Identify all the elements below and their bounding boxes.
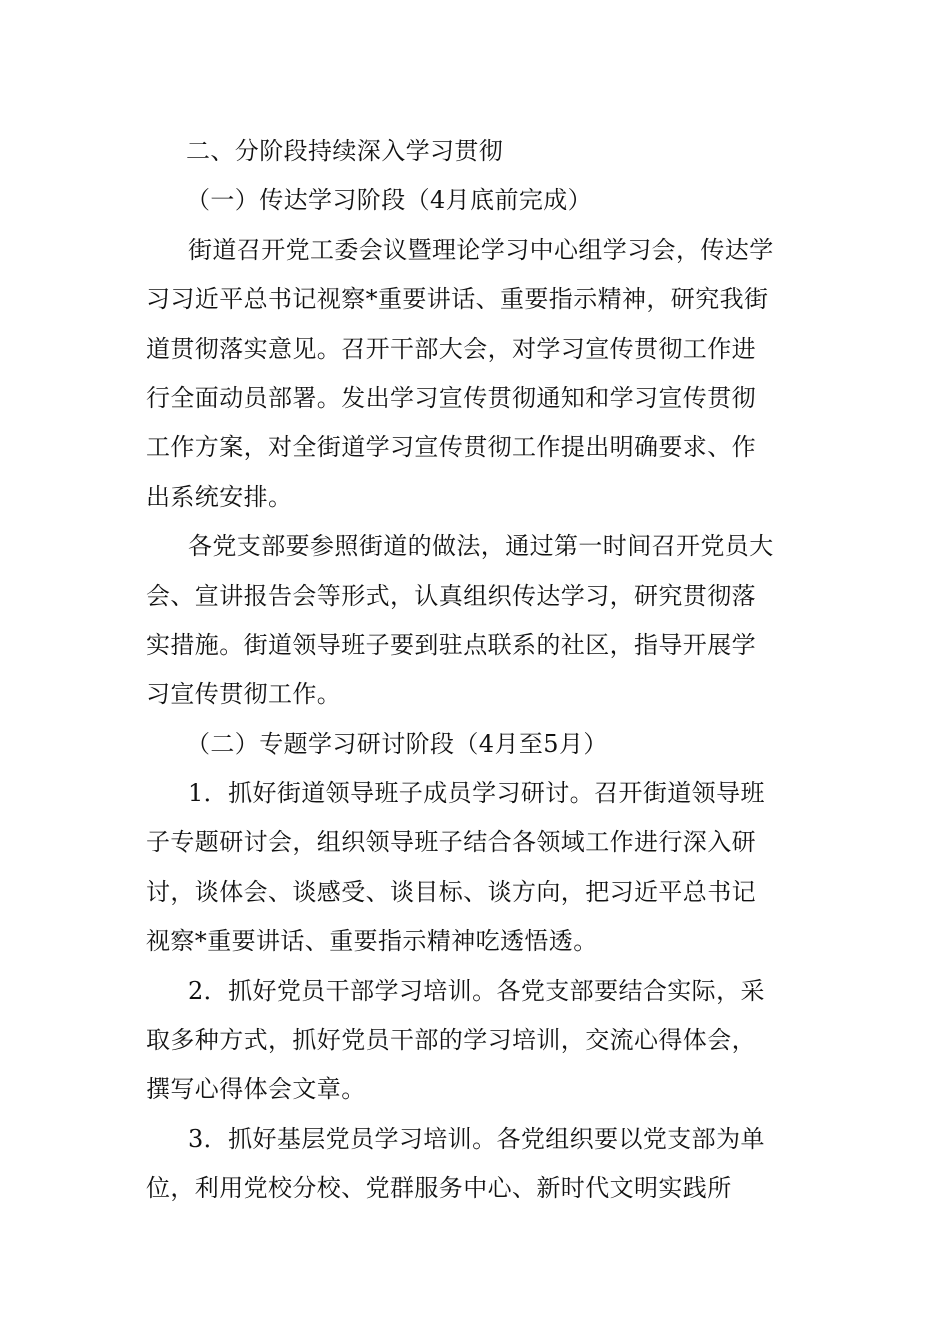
section-heading: 二、分阶段持续深入学习贯彻 <box>186 137 504 165</box>
paragraph-line: 会、宣讲报告会等形式，认真组织传达学习，研究贯彻落 <box>146 581 756 610</box>
paragraph-line: 道贯彻落实意见。召开干部大会，对学习宣传贯彻工作进 <box>146 334 756 363</box>
list-item-line: 讨，谈体会、谈感受、谈目标、谈方向，把习近平总书记 <box>146 877 756 906</box>
paragraph-line: 街道召开党工委会议暨理论学习中心组学习会，传达学 <box>188 235 774 264</box>
list-item-line: 取多种方式，抓好党员干部的学习培训，交流心得体会， <box>146 1026 756 1055</box>
paragraph-line: 工作方案，对全街道学习宣传贯彻工作提出明确要求、作 <box>146 433 756 462</box>
list-item-line: 3．抓好基层党员学习培训。各党组织要以党支部为单 <box>188 1124 765 1153</box>
paragraph-line: 实措施。街道领导班子要到驻点联系的社区，指导开展学 <box>146 630 756 659</box>
subsection-title-2: （二）专题学习研讨阶段（4月至5月） <box>186 729 608 758</box>
paragraph-line: 习习近平总书记视察*重要讲话、重要指示精神，研究我街 <box>146 285 769 314</box>
list-item-line: 1．抓好街道领导班子成员学习研讨。召开街道领导班 <box>188 779 765 808</box>
subsection-title-1: （一）传达学习阶段（4月底前完成） <box>186 186 593 215</box>
paragraph-line: 各党支部要参照街道的做法，通过第一时间召开党员大 <box>188 532 774 561</box>
list-item-line: 子专题研讨会，组织领导班子结合各领域工作进行深入研 <box>146 828 756 857</box>
list-item-line: 2．抓好党员干部学习培训。各党支部要结合实际，采 <box>188 976 765 1005</box>
paragraph-line: 行全面动员部署。发出学习宣传贯彻通知和学习宣传贯彻 <box>146 383 756 412</box>
paragraph-line: 习宣传贯彻工作。 <box>146 680 342 709</box>
list-item-line: 视察*重要讲话、重要指示精神吃透悟透。 <box>146 927 598 956</box>
list-item-line: 撰写心得体会文章。 <box>146 1075 366 1104</box>
list-item-line: 位，利用党校分校、党群服务中心、新时代文明实践所 <box>146 1174 732 1203</box>
document-body <box>146 127 810 1214</box>
paragraph-line: 出系统安排。 <box>146 482 293 511</box>
